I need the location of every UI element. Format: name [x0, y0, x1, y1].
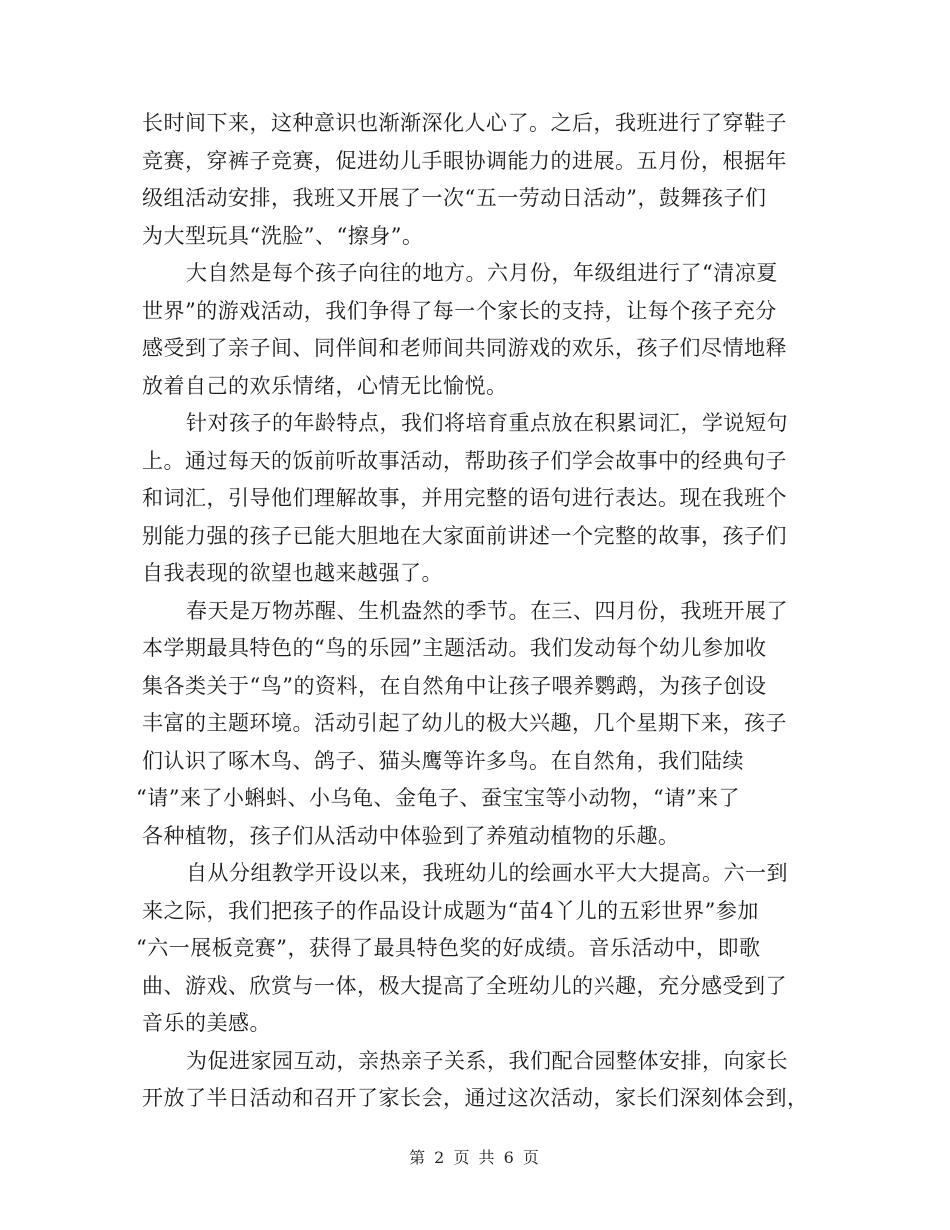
text-line: 放着自己的欢乐情绪，心情无比愉悦。	[142, 373, 508, 398]
paragraph-start-line: 大自然是每个孩子向往的地方。六月份，年级组进行了“清凉夏	[186, 261, 778, 285]
text-line: 上。通过每天的饭前听故事活动，帮助孩子们学会故事中的经典句子	[142, 448, 787, 473]
text-line: 音乐的美感。	[142, 1011, 271, 1035]
paragraph-start-line: 自从分组教学开设以来，我班幼儿的绘画水平大大提高。六一到	[186, 861, 788, 885]
text-line: 感受到了亲子间、同伴间和老师间共同游戏的欢乐，孩子们尽情地释	[142, 336, 787, 360]
text-line: “请”来了小蝌蚪、小乌龟、金龟子、蚕宝宝等小动物，“请”来了	[136, 786, 740, 810]
text-line: 们认识了啄木鸟、鸽子、猫头鹰等许多鸟。在自然角，我们陆续	[142, 748, 744, 773]
text-line: 世界”的游戏活动，我们争得了每一个家长的支持，让每个孩子充分	[142, 298, 777, 323]
text-line: 和词汇，引导他们理解故事，并用完整的语句进行表达。现在我班个	[142, 486, 787, 510]
page-number-footer: 第 2 页 共 6 页	[409, 1148, 541, 1167]
text-line: 开放了半日活动和召开了家长会，通过这次活动，家长们深刻体会到，	[142, 1086, 809, 1110]
paragraph-start-line: 春天是万物苏醒、生机盎然的季节。在三、四月份，我班开展了	[186, 598, 788, 623]
body-text	[136, 105, 809, 1118]
paragraph-start-line: 为促进家园互动，亲热亲子关系，我们配合园整体安排，向家长	[186, 1048, 788, 1073]
text-line: 各种植物，孩子们从活动中体验到了养殖动植物的乐趣。	[142, 823, 680, 848]
text-line: 别能力强的孩子已能大胆地在大家面前讲述一个完整的故事，孩子们	[142, 523, 787, 548]
text-line: 集各类关于“鸟”的资料，在自然角中让孩子喂养鹦鹉，为孩子创设	[142, 673, 767, 698]
text-line: “六一展板竞赛”，获得了最具特色奖的好成绩。音乐活动中，即歌	[136, 936, 761, 960]
text-line: 丰富的主题环境。活动引起了幼儿的极大兴趣，几个星期下来，孩子	[142, 711, 787, 735]
text-line: 自我表现的欲望也越来越强了。	[142, 561, 443, 585]
text-line: 本学期最具特色的“鸟的乐园”主题活动。我们发动每个幼儿参加收	[142, 636, 767, 660]
text-line: 级组活动安排，我班又开展了一次“五一劳动日活动”，鼓舞孩子们	[142, 186, 767, 210]
text-line: 曲、游戏、欣赏与一体，极大提高了全班幼儿的兴趣，充分感受到了	[142, 973, 787, 998]
paragraph-start-line: 针对孩子的年龄特点，我们将培育重点放在积累词汇，学说短句	[186, 411, 788, 435]
text-line: 长时间下来，这种意识也渐渐深化人心了。之后，我班进行了穿鞋子	[142, 111, 787, 135]
text-line: 为大型玩具“洗脸”、“擦身”。	[142, 223, 424, 248]
text-line: 竞赛，穿裤子竞赛，促进幼儿手眼协调能力的进展。五月份，根据年	[142, 148, 787, 173]
text-line: 来之际，我们把孩子的作品设计成题为“苗4丫儿的五彩世界”参加	[142, 898, 759, 923]
